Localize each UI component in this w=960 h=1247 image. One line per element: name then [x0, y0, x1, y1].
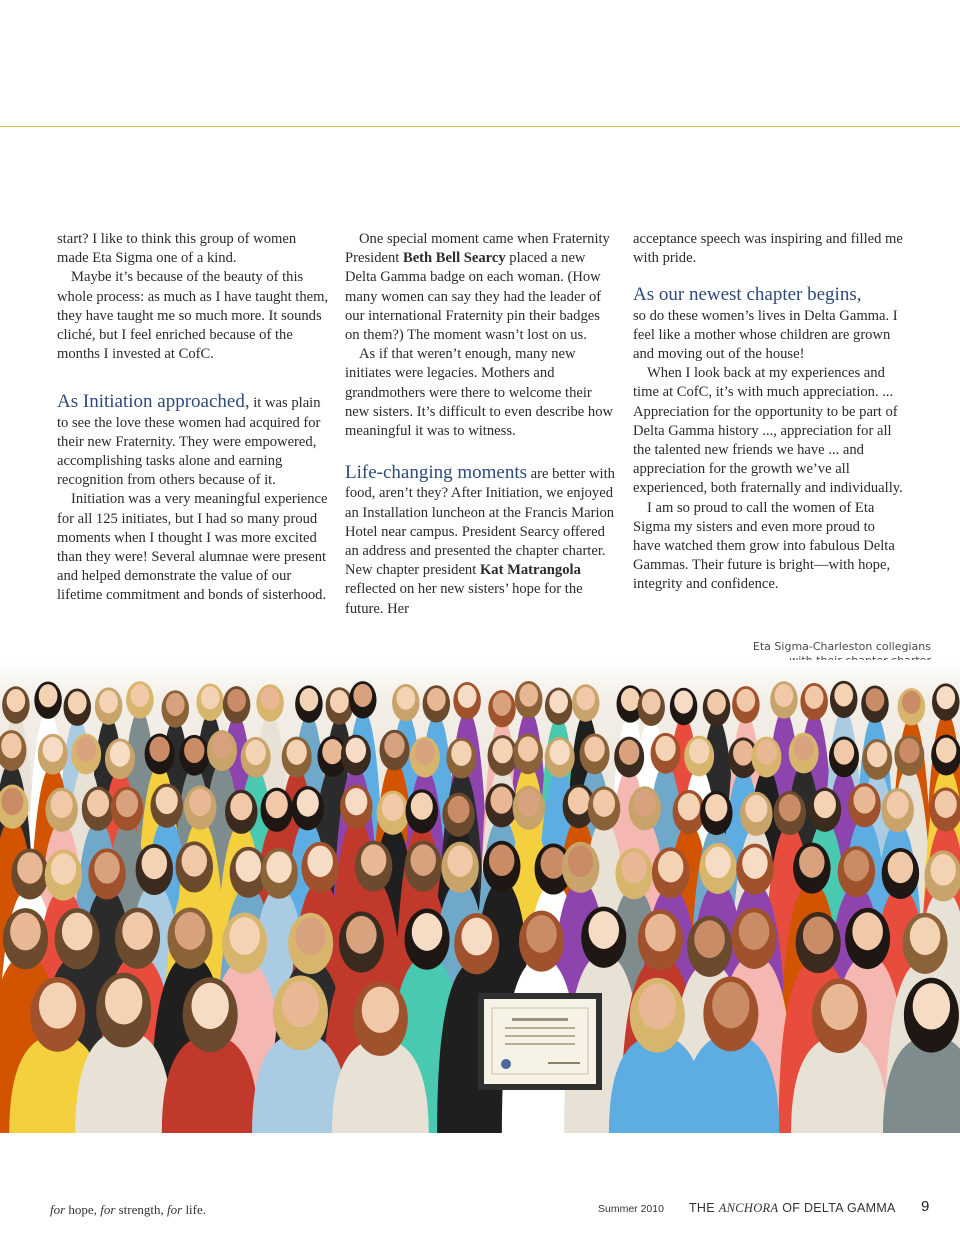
text-column-3	[633, 230, 905, 595]
section-lead-in: As our newest chapter begins,	[633, 284, 862, 306]
charter-frame	[478, 993, 602, 1090]
paragraph: As Initiation approached, it was plain to see the love these women had acquired for their new Fraternity. They were empowered, accomplishing tasks alone and earning recognition from others because of it.	[57, 391, 321, 489]
name-highlight: Beth Bell Searcy	[402, 250, 506, 267]
paragraph: When I look back at my experiences and time at CofC, it’s with much appreciation. ... Appreciation for the opportunity to be part of Delta Gamma history ..., appreciation for all the talented new friends we have ... and appreciation for the growth we’ve all experienced, both fraternally and individually.	[633, 365, 903, 497]
footer-motto: for hope, for strength, for life.	[50, 1202, 207, 1217]
paragraph: acceptance speech was inspiring and filled me with pride.	[633, 231, 903, 267]
paragraph: As our newest chapter begins, so do these women’s lives in Delta Gamma. I feel like a mother whose children are grown and moving out of the house!	[633, 284, 898, 363]
name-highlight: Kat Matrangola	[479, 562, 581, 579]
photo-caption: Eta Sigma-Charleston collegians	[752, 640, 931, 653]
group-photo-illustration	[0, 660, 960, 1133]
header-rule	[0, 126, 960, 127]
page-number: 9	[921, 1198, 930, 1215]
issue-date: Summer 2010	[598, 1203, 664, 1215]
group-photo	[0, 660, 960, 1133]
paragraph: As if that weren’t enough, many new initiates were legacies. Mothers and grandmothers were there to welcome their new sisters. It’s difficult to even describe how meaningful it was to witness.	[345, 346, 614, 440]
paragraph: Initiation was a very meaningful experience for all 125 initiates, but I had so many proud moments when I thought I was more excited than they were! Several alumnae were present and helped demonstrate the value of our lifetime commitment and bonds of sisterhood.	[57, 491, 328, 604]
section-lead-in: Life-changing moments	[345, 462, 528, 484]
magazine-title: THE ANCHORA OF DELTA GAMMA	[689, 1201, 896, 1215]
paragraph: One special moment came when Fraternity President Beth Bell Searcy placed a new Delta Gamma badge on each woman. (How many women can say they had the leader of our international Fraternity pin their badges on them?) The moment wasn’t lost on us.	[345, 231, 610, 344]
paragraph: start? I like to think this group of women made Eta Sigma one of a kind.	[57, 231, 297, 267]
paragraph: I am so proud to call the women of Eta Sigma my sisters and even more proud to have watched them grow into fabulous Delta Gammas. Their future is bright—with hope, integrity and confidence.	[633, 499, 895, 593]
paragraph: Maybe it’s because of the beauty of this whole process: as much as I have taught them, they have taught me so much more. It sounds cliché, but I feel enriched because of the months I invested at CofC.	[57, 269, 329, 363]
section-lead-in: As Initiation approached,	[57, 391, 250, 413]
paragraph: Life-changing moments are better with food, aren’t they? After Initiation, we enjoyed an Installation luncheon at the Francis Marion Hotel near campus. President Searcy offered an address and presented the chapter charter. New chapter president Kat Matrangola reflected on her new sisters’ hope for the future. Her	[345, 462, 615, 617]
text-column-2	[345, 230, 617, 619]
text-column-1	[57, 230, 329, 606]
